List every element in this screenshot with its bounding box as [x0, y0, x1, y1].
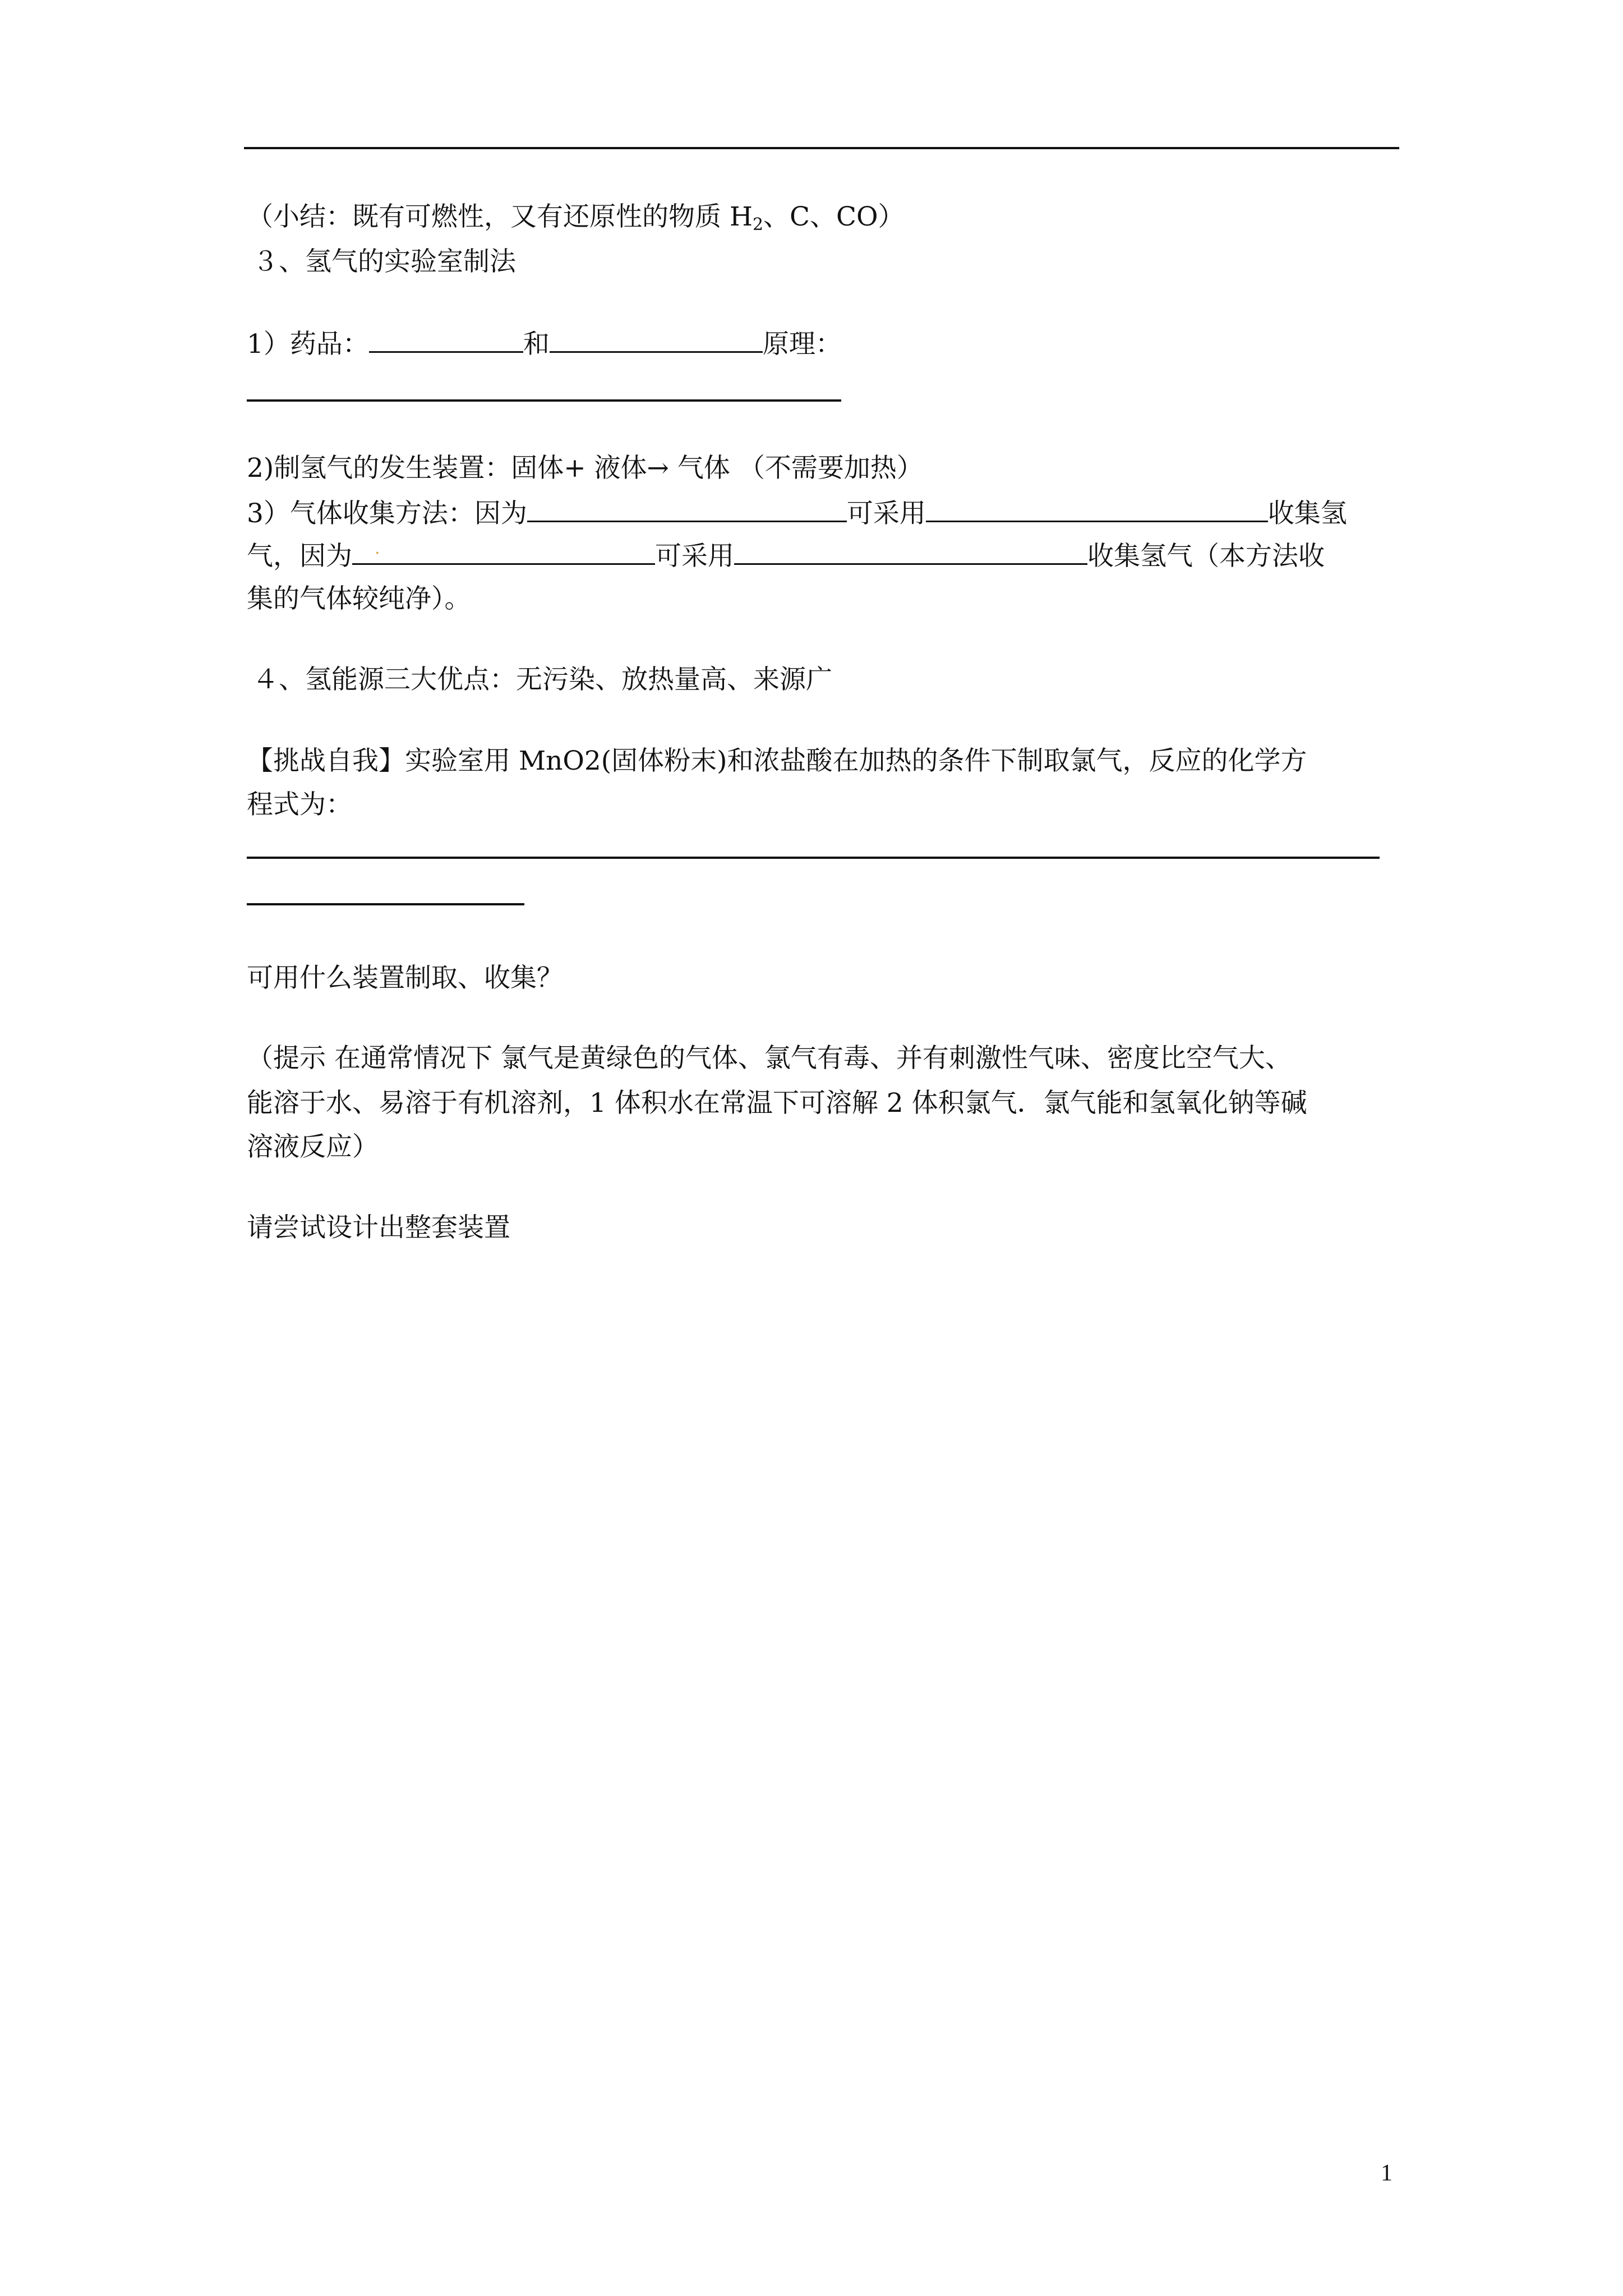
drug-blank-1[interactable]: [369, 325, 523, 353]
collect-method-blank-2[interactable]: [734, 537, 1087, 565]
drugs-and: 和: [523, 329, 550, 360]
summary-suffix: 、C、CO）: [763, 201, 905, 232]
collect-method-blank-1[interactable]: [926, 495, 1268, 522]
can-use-1: 可采用: [846, 498, 926, 529]
collect-line-2: [247, 537, 1325, 574]
collect-h2: 收集氢气（本方法收: [1087, 541, 1325, 572]
apparatus-line: 2)制氢气的发生装置：固体+ 液体→ 气体 （不需要加热）: [247, 453, 923, 484]
summary-prefix: （小结：既有可燃性，又有还原性的物质: [247, 201, 730, 232]
summary-line: [247, 199, 905, 243]
design-line: 请尝试设计出整套装置: [247, 1212, 510, 1243]
collect-h: 收集氢: [1267, 498, 1347, 529]
gas-because: 气，因为: [247, 541, 352, 572]
section3-title: ３、氢气的实验室制法: [252, 246, 516, 277]
collect-label: 3）气体收集方法：因为: [247, 498, 527, 529]
equation-blank-1[interactable]: [247, 857, 1380, 859]
can-use-2: 可采用: [655, 541, 734, 572]
hint-line-3: 溶液反应）: [247, 1131, 379, 1162]
drug-blank-2[interactable]: [550, 325, 763, 353]
collect-reason-blank-1[interactable]: [527, 495, 847, 522]
header-rule: [244, 147, 1399, 149]
ink-dot-mark: .: [375, 539, 380, 558]
hint-line-1: （提示 在通常情况下 氯气是黄绿色的气体、氯气有毒、并有刺激性气味、密度比空气大、: [247, 1043, 1292, 1074]
section4-text: ４、氢能源三大优点：无污染、放热量高、来源广: [252, 664, 832, 695]
hint-line-2: 能溶于水、易溶于有机溶剂，1 体积水在常温下可溶解 2 体积氯气．氯气能和氢氧化钠等碱: [247, 1088, 1307, 1119]
equation-blank-2[interactable]: [247, 903, 524, 905]
collect-line-1: [247, 495, 1347, 532]
drugs-label: 1）药品：: [247, 329, 369, 360]
question-line: 可用什么装置制取、收集？: [247, 963, 563, 993]
page-number: 1: [1381, 2160, 1393, 2186]
collect-reason-blank-2[interactable]: [352, 537, 655, 565]
principle-label: 原理：: [762, 329, 842, 360]
summary-h: H: [729, 201, 753, 232]
challenge-line-1: 【挑战自我】实验室用 MnO2(固体粉末)和浓盐酸在加热的条件下制取氯气，反应的化学方: [247, 746, 1307, 776]
drugs-line: [247, 325, 842, 362]
collect-end: 集的气体较纯净）。: [247, 583, 471, 614]
summary-h-sub: 2: [752, 215, 764, 234]
challenge-line-2: 程式为：: [247, 789, 352, 820]
principle-blank[interactable]: [247, 399, 841, 402]
